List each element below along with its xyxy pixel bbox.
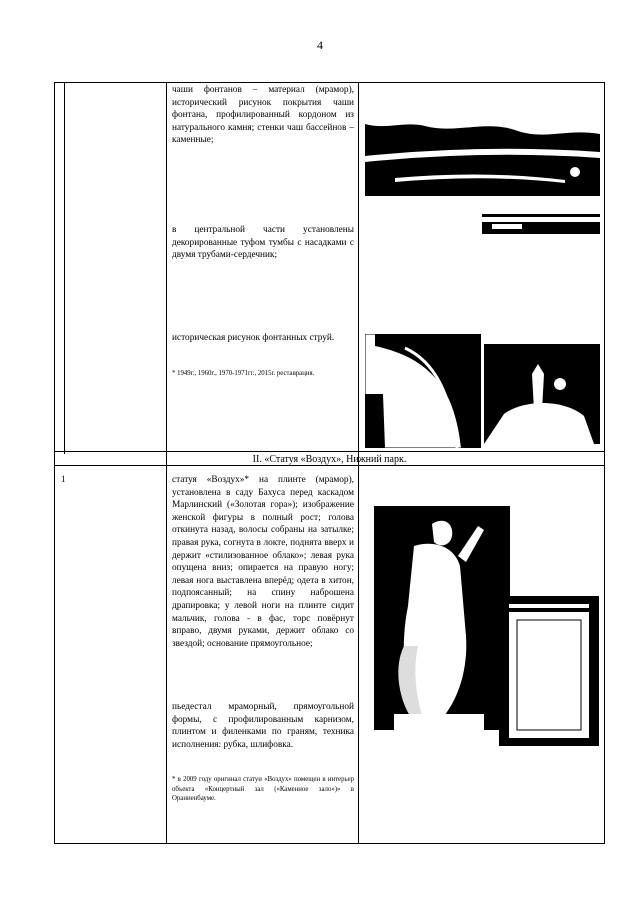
statue-pedestal-photo — [499, 596, 599, 746]
statue-description-text: статуя «Воздух»* на плинте (мрамор), установлена в саду Бахуса перед каскадом Марлинский («Золотая гора»); изображение женской фигуры в полный рост; голова откинута назад, волосы собраны на затылке; правая рука, согнута в локте, поднята вверх и держит «стилизованное облако»; левая рука опущена вниз; опирается на правую ногу; левая нога выставлена вперёд; одета в хитон, подпоясанный; на спину наброшена драпировка; у левой ноги на плинте сидит мальчик, голова - в фас, торс повёрнут вправо, двумя руками, держит облако со звездой; основание прямоугольное; — [172, 475, 354, 649]
fountain-bowls-text: чаши фонтанов – материал (мрамор), исторический рисунок покрытия чаши фонтана, профилированный кордоном из натурального камня; стенки чаш бассейнов – каменные; — [172, 85, 354, 146]
fountain-jets-text: историческая рисунок фонтанных струй. — [172, 333, 335, 343]
fountain-garden-photo — [484, 344, 600, 444]
section-title: II. «Статуя «Воздух», Нижний парк. — [252, 454, 407, 465]
fountain-jets-photo — [365, 334, 481, 448]
central-pedestals-text: в центральной части установлены декорированные туфом тумбы с насадками с двумя трубами-сердечник; — [172, 225, 354, 261]
row-number: 1 — [61, 474, 66, 484]
fountain-strip-photo — [482, 214, 600, 234]
fountain-basin-photo — [365, 86, 600, 204]
restoration-footnote: * 1949г., 1960г., 1970-1971гг., 2015г. реставрация. — [172, 370, 315, 377]
page-number: 4 — [317, 38, 323, 52]
statue-footnote: * в 2009 году оригинал статуи «Воздух» помещен в интерьер объекта «Концертный зал («Каменное зало»)» в Ораниенбауме. — [172, 776, 354, 802]
statue-air-photo — [374, 506, 510, 730]
pedestal-description-text: пьедестал мраморный, прямоугольной формы, с профилированным карнизом, плинтом и филенками по граням, техника исполнения: рубка, шлифовка. — [172, 702, 354, 750]
monument-table — [54, 82, 605, 844]
